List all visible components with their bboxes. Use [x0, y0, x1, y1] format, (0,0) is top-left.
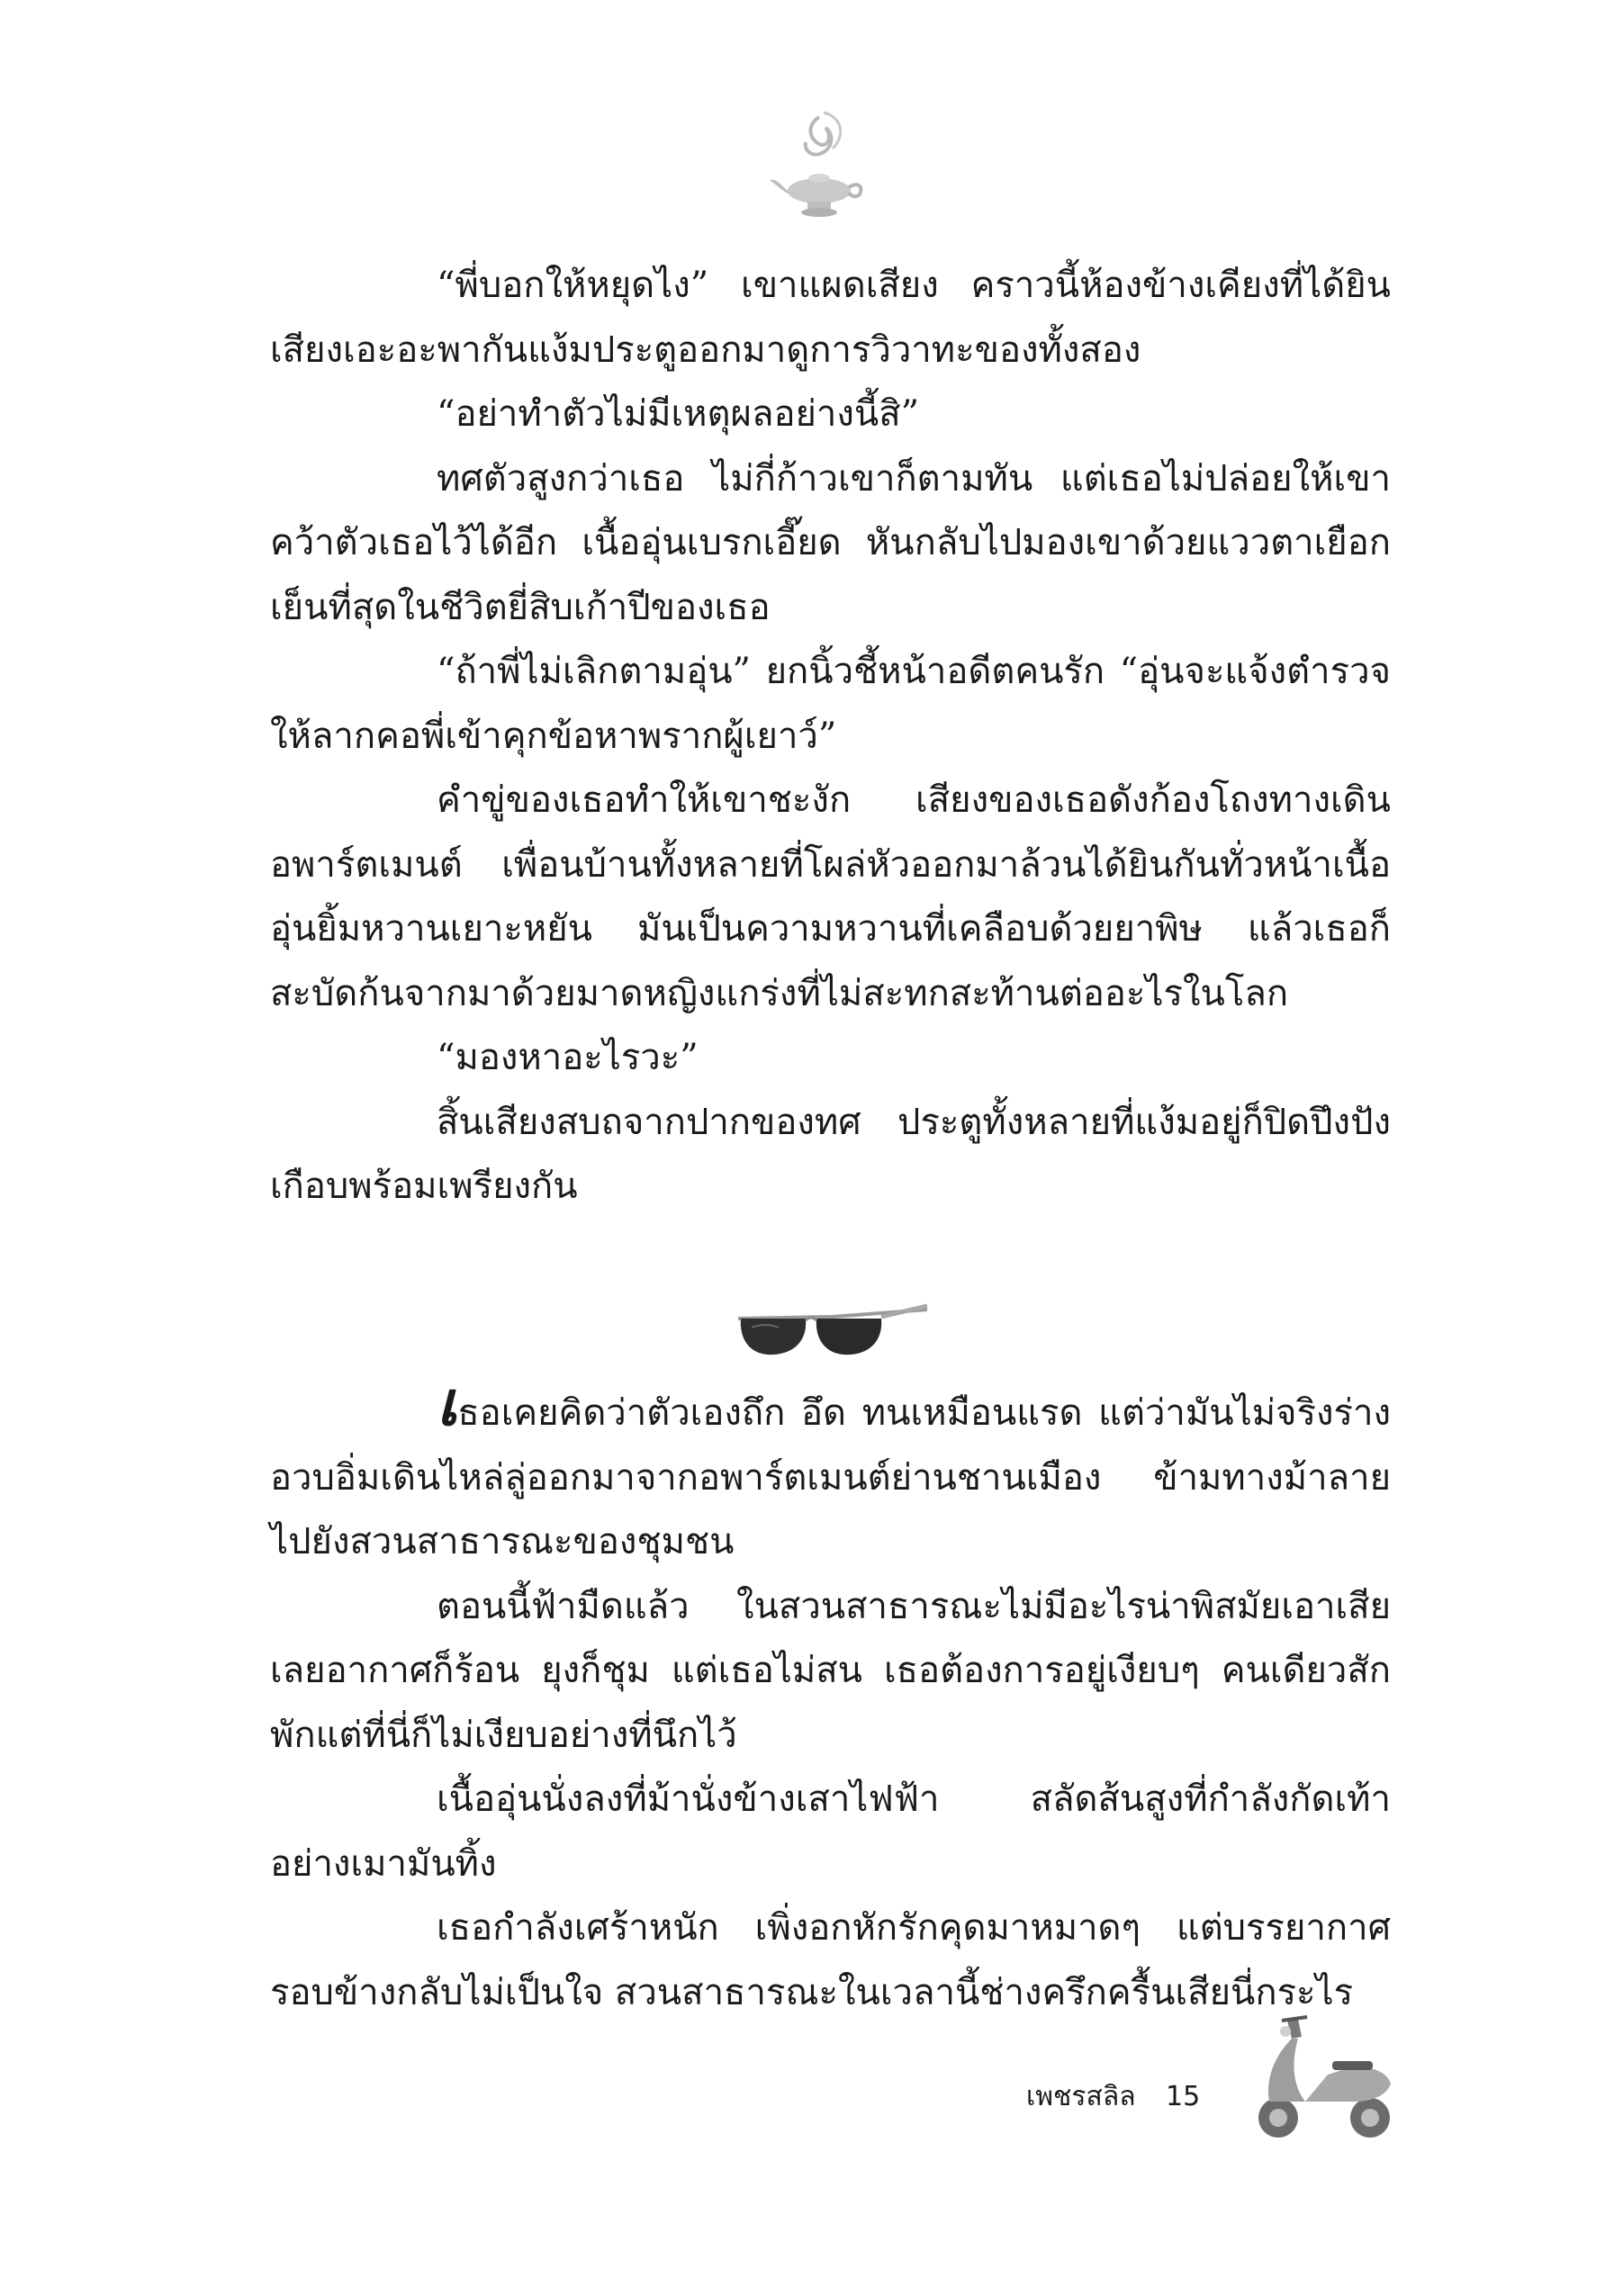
paragraph-text: ธอเคยคิดว่าตัวเองถึก อึด ทนเหมือนแรด แต่ว่ามันไม่จริงร่างอวบอิ่มเดินไหล่ลู่ออกมาจากอพาร์ตเมนต์ย่านชานเมือง ข้ามทางม้าลายไปยังสวนสาธารณะของชุมชน	[270, 1392, 1391, 1562]
sunglasses-icon	[734, 1292, 932, 1373]
paragraph-with-dropcap	[270, 1368, 1391, 1575]
scooter-icon	[1242, 2012, 1404, 2147]
paragraph: เธอกำลังเศร้าหนัก เพิ่งอกหักรักคุดมาหมาดๆ แต่บรรยากาศรอบข้างกลับไม่เป็นใจ สวนสาธารณะในเวลานี้ช่างครึกครื้นเสียนี่กระไร	[270, 1907, 1391, 2013]
paragraph: “พี่บอกให้หยุดไง” เขาแผดเสียง คราวนี้ห้องข้างเคียงที่ได้ยินเสียงเอะอะพากันแง้มประตูออกมาดูการวิวาทะของทั้งสอง	[270, 265, 1391, 371]
genie-lamp-icon	[770, 108, 869, 225]
text-block-2	[270, 1368, 1391, 2025]
paragraph: “มองหาอะไรวะ”	[437, 1037, 699, 1078]
running-footer-title: เพชรสลิล	[1026, 2081, 1136, 2112]
paragraph: สิ้นเสียงสบถจากปากของทศ ประตูทั้งหลายที่แง้มอยู่ก็ปิดปึงปังเกือบพร้อมเพรียงกัน	[270, 1101, 1391, 1207]
text-block-1	[270, 254, 1391, 1220]
paragraph: “ถ้าพี่ไม่เลิกตามอุ่น” ยกนิ้วชี้หน้าอดีตคนรัก “อุ่นจะแจ้งตำรวจให้ลากคอพี่เข้าคุกข้อหาพรากผู้เยาว์”	[270, 651, 1391, 757]
paragraph: คำขู่ของเธอทำให้เขาชะงัก เสียงของเธอดังก้องโถงทางเดินอพาร์ตเมนต์ เพื่อนบ้านทั้งหลายที่โผล่หัวออกมาล้วนได้ยินกันทั่วหน้าเนื้ออุ่นยิ้มหวานเยาะหยัน มันเป็นความหวานที่เคลือบด้วยยาพิษ แล้วเธอก็สะบัดก้นจากมาด้วยมาดหญิงแกร่งที่ไม่สะทกสะท้านต่ออะไรในโลก	[270, 779, 1391, 1014]
paragraph: เนื้ออุ่นนั่งลงที่ม้านั่งข้างเสาไฟฟ้า สลัดส้นสูงที่กำลังกัดเท้าอย่างเมามันทิ้ง	[270, 1778, 1391, 1885]
paragraph: “อย่าทำตัวไม่มีเหตุผลอย่างนี้สิ”	[437, 393, 920, 435]
page-number: 15	[1166, 2081, 1201, 2112]
paragraph: ตอนนี้ฟ้ามืดแล้ว ในสวนสาธารณะไม่มีอะไรน่าพิสมัยเอาเสียเลยอากาศก็ร้อน ยุงก็ชุม แต่เธอไม่สน เธอต้องการอยู่เงียบๆ คนเดียวสักพักแต่ที่นี่ก็ไม่เงียบอย่างที่นึกไว้	[270, 1585, 1391, 1756]
paragraph: ทศตัวสูงกว่าเธอ ไม่กี่ก้าวเขาก็ตามทัน แต่เธอไม่ปล่อยให้เขาคว้าตัวเธอไว้ได้อีก เนื้ออุ่นเบรกเอี๊ยด หันกลับไปมองเขาด้วยแววตาเยือกเย็นที่สุดในชีวิตยี่สิบเก้าปีของเธอ	[270, 457, 1391, 628]
drop-cap: เ	[437, 1368, 458, 1440]
